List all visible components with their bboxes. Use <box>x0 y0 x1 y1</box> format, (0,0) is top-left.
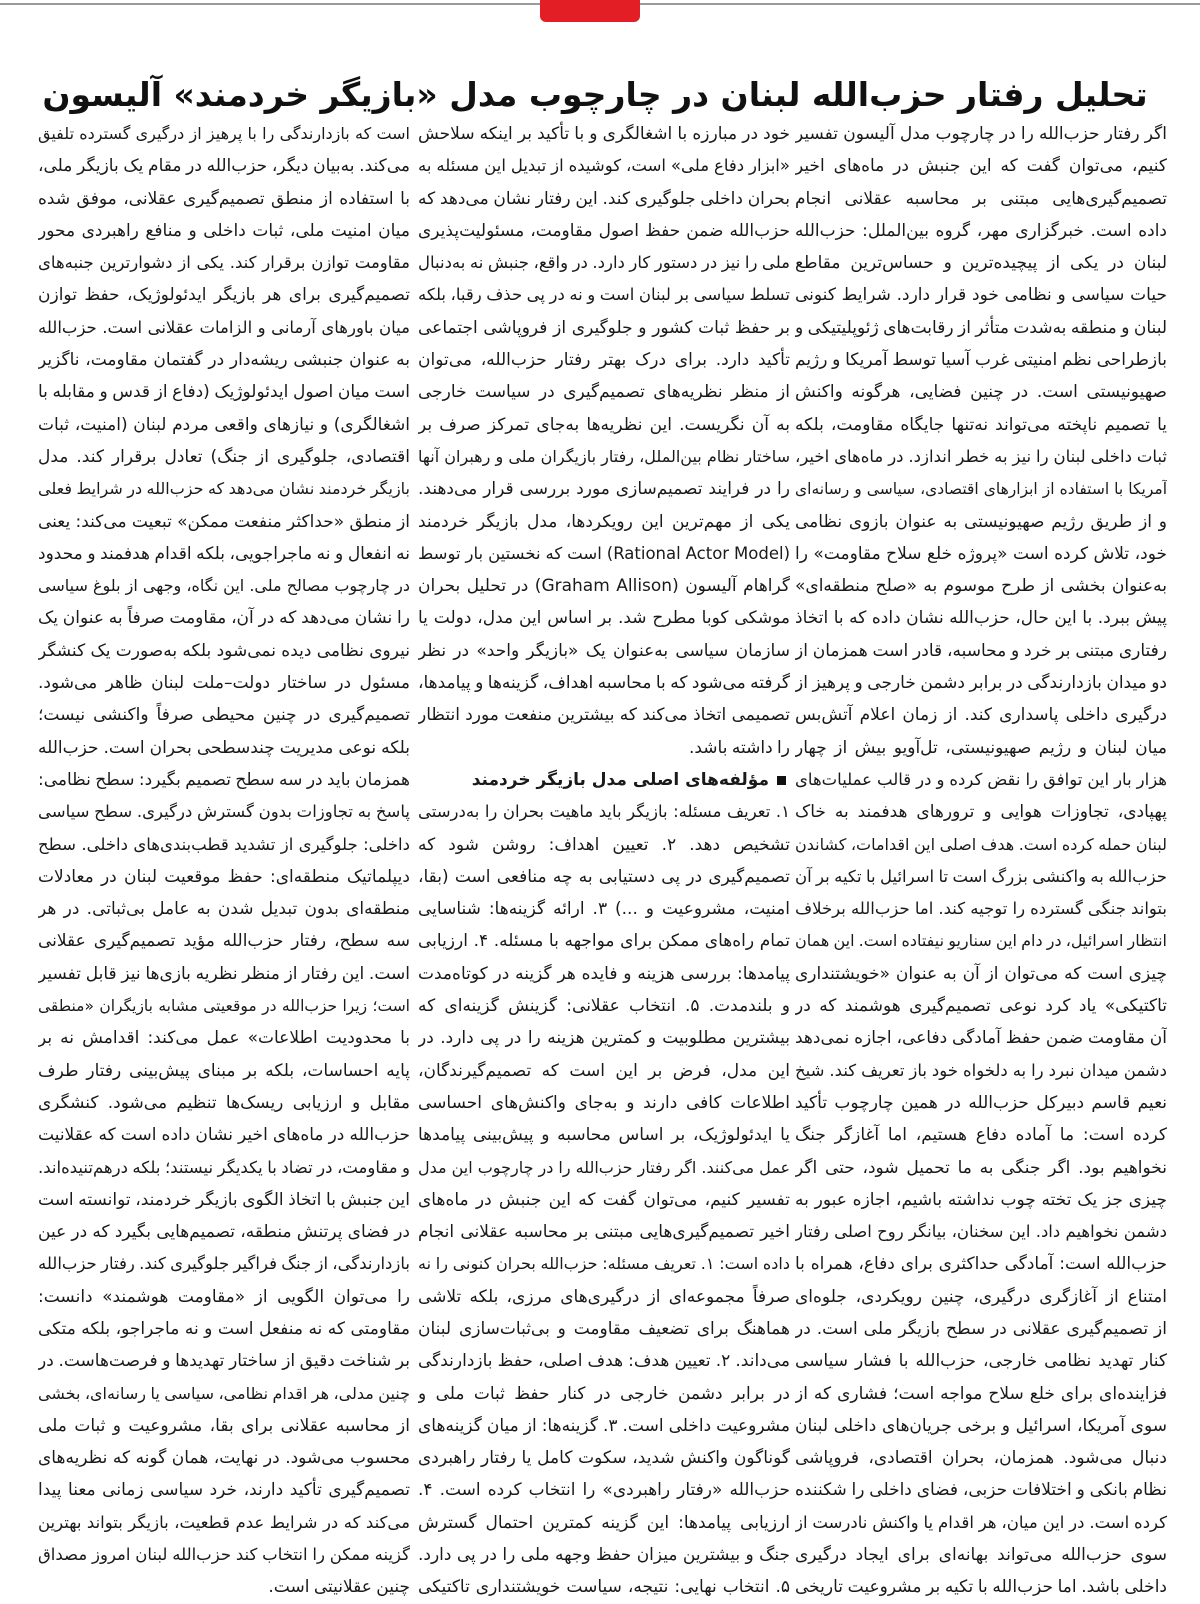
text-line: نخواهیم بود. اگر جنگی به ما تحمیل شود، حتی اگر <box>795 1157 1167 1178</box>
text-line: مشروعیت داخلی است. ۳. گزینه‌ها: از میان گزینه‌های <box>418 1415 790 1436</box>
article-title: تحلیل رفتار حزب‌الله لبنان در چارچوب مدل «بازیگر خردمند» آلیسون <box>42 75 1148 115</box>
text-line: درگیری داخلی پاسداری کند. از زمان اعلام آتش‌بس <box>795 705 1167 726</box>
text-line: گوناگون واکنش شدید، سکوت کامل یا رفتار راهبردی <box>418 1448 790 1469</box>
text-line: ملی را نیز در دستور کار دارد. در واقع، جنبش نه به‌دنبال <box>418 253 790 273</box>
text-line: سوی حزب‌الله می‌تواند بهانه‌ای برای ایجاد درگیری <box>795 1545 1167 1566</box>
text-line: تأکید دارد. برای درک بهتر رفتار حزب‌الله، می‌توان <box>418 350 790 371</box>
text-line: حزب‌الله در ماه‌های اخیر نشان داده است که عقلانیت <box>38 1125 410 1146</box>
text-line: ۵. انتخاب نهایی: نتیجه، سیاست خویشتنداری تاکتیکی <box>418 1577 790 1598</box>
text-line: به عنوان جنبشی ریشه‌دار در گفتمان مقاومت، ناگزیر <box>38 350 410 371</box>
text-line: با استفاده از منطق تصمیم‌گیری عقلانی، موفق شده <box>38 188 410 209</box>
text-line: تصمیم‌گیری‌هایی مبتنی بر محاسبه عقلانی انجام <box>795 188 1167 209</box>
text-line: چیزی جز یک تخته چوب نداشته باشیم، اجازه عبور به <box>795 1189 1167 1210</box>
text-line: کرده است: ما آماده دفاع هستیم، اما آغازگر جنگ <box>795 1125 1167 1146</box>
text-line: داده است. خبرگزاری مهر، گروه بین‌الملل: حزب‌الله <box>795 220 1167 241</box>
text-line: انتظار اسرائیل، در دام این سناریو نیفتاده است. این همان <box>795 931 1167 951</box>
text-line: بازیگر خردمند نشان می‌دهد که حزب‌الله در شرایط فعلی <box>38 479 410 499</box>
text-line: همزمان باید در سه سطح تصمیم بگیرد: سطح نظامی: <box>38 769 410 790</box>
text-line: دو میدان بازدارندگی در برابر دشمن خارجی و پرهیز از <box>795 673 1167 694</box>
text-line: هماهنگ برای تضعیف مقاومت و بی‌ثبات‌سازی لبنان <box>418 1318 790 1339</box>
text-line: در برابر دشمن خارجی در کنار حفظ ثبات ملی و <box>418 1383 790 1404</box>
text-line: امنیت، مشروعیت و ...) ۳. ارائه گزینه‌ها: شناسایی <box>418 899 790 920</box>
text-line: تمام راه‌های ممکن برای مواجهه با مسئله. ۴. ارزیابی <box>418 931 790 952</box>
text-line: می‌داند. ۲. تعیین هدف: هدف اصلی، حفظ بازدارندگی <box>418 1351 790 1372</box>
text-line: و مقاومت، در تضاد با یکدیگر نیستند؛ بلکه درهم‌تنیده‌اند. <box>38 1157 410 1177</box>
text-line: لبنان و منطقه به‌شدت متأثر از رقابت‌های ژئوپلیتیکی و <box>795 317 1167 338</box>
text-line: «ابزار دفاع ملی» است، کوشیده از تبدیل این مسئله به <box>418 156 790 176</box>
text-line: بیشترین مطلوبیت و کمترین هزینه را در پی دارد. در <box>418 1028 790 1049</box>
text-line: از تصمیم‌گیری عقلانی در سطح بازیگر ملی است. در <box>795 1318 1167 1339</box>
text-line: دشمن نخواهیم داد. این سخنان، بیانگر روح اصلی رفتار <box>795 1222 1167 1242</box>
text-line: بتواند جنگی گسترده را توجیه کند. اما حزب‌الله برخلاف <box>795 899 1167 919</box>
text-line: بر حفظ ثبات کشور و جلوگیری از فروپاشی اجتماعی <box>418 317 790 338</box>
text-line: گرفته می‌شود که با محاسبه اهداف، گزینه‌ها و پیامدها، <box>418 673 790 694</box>
text-line: با محدودیت اطلاعات» عمل می‌کند: اقدامش نه بر <box>38 1028 410 1049</box>
text-line: نیروی نظامی دیده نمی‌شود بلکه به‌صورت یک کنشگر <box>38 640 410 661</box>
text-line: نعیم قاسم دبیرکل حزب‌الله در همین چارچوب تأکید <box>795 1092 1167 1113</box>
text-line: پاسخ به تجاوزات بدون گسترش درگیری. سطح سیاسی <box>38 802 410 822</box>
text-line: بحران داخلی جلوگیری کند. این رفتار نشان می‌دهد که <box>418 188 790 209</box>
text-line: تصمیم‌گیری تأکید دارند، خرد سیاسی زمانی معنا پیدا <box>38 1480 410 1501</box>
text-line: حزب‌الله است: آمادگی حداکثری برای دفاع، همراه با <box>795 1254 1167 1275</box>
text-line: مقابل و ارزیابی ریسک‌ها تنظیم می‌شود. کنشگری <box>38 1092 410 1113</box>
text-line: مقاومت توازن برقرار کند. یکی از دشوارترین جنبه‌های <box>38 253 410 273</box>
text-line: محسوب می‌شود. در نهایت، همان گونه که نظریه‌های <box>38 1448 410 1469</box>
text-line: پهپادی، تجاوزات هوایی و ترورهای هدفمند به خاک <box>795 802 1167 823</box>
text-line: در چارچوب مصالح ملی. این نگاه، وجهی از بلوغ سیاسی <box>38 576 410 596</box>
column-right <box>795 118 1167 1604</box>
text-line: و بلندمدت. ۵. انتخاب عقلانی: گزینش گزینه‌ای که <box>418 996 790 1017</box>
text-line: چنین مدلی، هر اقدام نظامی، سیاسی یا رسانه‌ای، بخشی <box>38 1383 410 1403</box>
section-subheading <box>418 764 790 796</box>
text-line: گزینه ممکن را انتخاب کند حزب‌الله لبنان امروز مصداق <box>38 1545 410 1565</box>
text-line: رفتاری مبتنی بر خرد و محاسبه، قادر است همزمان از <box>795 640 1167 661</box>
text-line: کرده است. در این میان، هر اقدام یا واکنش نادرست از <box>795 1512 1167 1532</box>
text-line: ارزیابی پیامدها: این گزینه کمترین احتمال گسترش <box>418 1512 790 1533</box>
text-line: پایه احساسات، بلکه بر مبنای پیش‌بینی رفتار طرف <box>38 1060 410 1081</box>
text-line: دنبال می‌شود. همزمان، بحران اقتصادی، فروپاشی <box>795 1448 1167 1469</box>
text-line: کنار تهدید نظامی خارجی، حزب‌الله با فشار سیاسی <box>795 1351 1167 1372</box>
text-line: تاکتیکی» یاد کرد نوعی تصمیم‌گیری هوشمند که در <box>795 996 1167 1017</box>
text-line: را داشته باشد. <box>688 737 790 758</box>
text-line: را در فرایند تصمیم‌سازی مورد بررسی قرار می‌دهند. <box>418 479 790 500</box>
text-line: امتناع از آغازگری درگیری، چنین رویکردی، جلوه‌ای <box>795 1286 1167 1307</box>
text-line: تسلط سیاسی بر لبنان است و نه در پی حذف رقبا، بلکه <box>418 285 790 305</box>
text-line: این مدل، فرض بر این است که تصمیم‌گیرندگان، <box>418 1060 790 1081</box>
text-line: تفسیر کنیم، می‌توان گفت که این جنبش در ماه‌های <box>418 1189 790 1210</box>
text-line: چیزی است که می‌توان از آن به عنوان «خویشتنداری <box>795 963 1167 984</box>
text-line: یا تصمیم ناپخته می‌تواند نه‌تنها جایگاه مقاومت، بلکه <box>795 414 1167 435</box>
text-line: سوی آمریکا، اسرائیل و برخی جریان‌های داخلی لبنان <box>795 1415 1167 1436</box>
text-line: لبنان حمله کرده است. هدف اصلی این اقدامات، کشاندن <box>795 834 1167 854</box>
text-line: ۱. تعریف مسئله: بازیگر باید ماهیت بحران را به‌درستی <box>418 802 790 822</box>
text-line: است که بازدارندگی را با پرهیز از درگیری گسترده تلفیق <box>38 124 410 143</box>
text-line: پیامدها: بررسی هزینه و فایده هر گزینه در کوتاه‌مدت <box>418 963 790 984</box>
text-line: خود، تلاش کرده است «پروژه خلع سلاح مقاومت» را <box>795 543 1167 564</box>
text-line: موشکی کوبا مطرح شد. بر اساس این مدل، دولت یا <box>418 608 790 629</box>
text-line: صرفاً مجموعه‌ای از درگیری‌های مرزی، بلکه تلاشی <box>418 1286 790 1307</box>
square-bullet-icon <box>777 776 786 785</box>
text-line: را نشان می‌دهد که در آن، مقاومت صرفاً به عنوان یک <box>38 608 410 629</box>
text-line: از منطق «حداکثر منفعت ممکن» تبعیت می‌کند: یعنی <box>38 511 410 532</box>
text-line: نه انفعال و نه ماجراجویی، بلکه اقدام هدفمند و محدود <box>38 543 410 564</box>
text-line: آن مقاومت ضمن حفظ آمادگی دفاعی، اجازه نمی‌دهد <box>795 1028 1167 1049</box>
text-line: از محاسبه عقلانی برای بقا، مشروعیت و ثبات ملی <box>38 1415 410 1436</box>
text-line: در فضای پرتنش منطقه، تصمیم‌هایی بگیرد که در عین <box>38 1222 410 1243</box>
text-line: حزب‌الله ضمن حفظ اصول مقاومت، مسئولیت‌پذیری <box>418 220 790 241</box>
text-line: این جنبش با اتخاذ الگوی بازیگر خردمند، توانسته است <box>38 1189 410 1210</box>
text-line: داخلی باشد. اما حزب‌الله با تکیه بر مشروعیت تاریخی <box>795 1577 1167 1598</box>
text-line: آمریکا با استفاده از ابزارهای اقتصادی، سیاسی و رسانه‌ای <box>795 480 1167 499</box>
text-line: به آن نگریست. این نظریه‌ها به‌جای تمرکز صرف بر <box>418 414 790 435</box>
text-line: است میان اصول ایدئولوژیک (دفاع از قدس و مقابله با <box>38 382 410 403</box>
text-line: یا ایدئولوژیک، بر اساس محاسبه و پیش‌بینی پیامدها <box>418 1125 790 1146</box>
text-line: می‌کند. به‌بیان دیگر، حزب‌الله در مقام یک بازیگر ملی، <box>38 156 410 177</box>
text-line: پیش ببرد. با این حال، حزب‌الله نشان داده که با اتخاذ <box>795 608 1167 629</box>
text-line: است. این رفتار از منظر نظریه بازی‌ها نیز قابل تفسیر <box>38 963 410 984</box>
text-line: به‌عنوان بخشی از طرح موسوم به «صلح منطقه‌ای» <box>795 576 1167 597</box>
text-line: تصمیم‌گیری در پی دستیابی به چه منافعی است (بقا، <box>418 866 790 887</box>
text-line: سازمان سیاسی به‌عنوان یک «بازیگر واحد» در نظر <box>418 640 790 661</box>
text-line: فزاینده‌ای برای خلع سلاح مواجه است؛ فشاری که از <box>795 1383 1167 1404</box>
column-left <box>38 118 410 1604</box>
text-line: اگر رفتار حزب‌الله را در چارچوب مدل آلیسون تفسیر <box>795 124 1167 144</box>
text-line: هزار بار این توافق را نقض کرده و در قالب عملیات‌های <box>795 769 1167 789</box>
text-line: از منظر نظریه‌های تصمیم‌گیری در سیاست خارجی <box>418 382 790 403</box>
text-line: اشغالگری) و نیازهای واقعی مردم لبنان (امنیت، ثبات <box>38 414 410 435</box>
text-line: بلکه نوعی مدیریت چندسطحی بحران است. حزب‌الله <box>38 737 410 758</box>
text-line: کنیم، می‌توان گفت که این جنبش در ماه‌های اخیر <box>795 156 1167 177</box>
text-line: حزب‌الله «رفتار راهبردی» را انتخاب کرده است. ۴. <box>418 1480 790 1501</box>
text-line: و از طریق رژیم صهیونیستی به عنوان بازوی نظامی <box>795 511 1167 532</box>
text-line: می‌کند که در شرایط عدم قطعیت، بازیگر بتواند بهترین <box>38 1512 410 1532</box>
text-line: اطلاعات کافی دارند و به‌جای واکنش‌های احساسی <box>418 1092 790 1113</box>
text-line: بازطراحی نظم امنیتی غرب آسیا توسط آمریکا و رژیم <box>795 350 1167 371</box>
text-line: منطقه‌ای بدون تبدیل شدن به عامل بی‌ثباتی. در هر <box>38 899 410 920</box>
text-line: حزب‌الله به واکنشی بزرگ است تا اسرائیل با تکیه بر آن <box>795 866 1167 886</box>
subheading-text: مؤلفه‌های اصلی مدل بازیگر خردمند <box>471 769 769 790</box>
text-line: مسئول در ساختار دولت–ملت لبنان ظاهر می‌شود. <box>38 673 410 694</box>
text-line: است؛ زیرا حزب‌الله در موقعیتی مشابه بازیگران «منطقی <box>38 997 410 1016</box>
text-line: گراهام آلیسون (Graham Allison) در تحلیل بحران <box>418 576 790 597</box>
text-line: میان باورهای آرمانی و الزامات عقلانی است. حزب‌الله <box>38 317 410 337</box>
column-middle <box>418 118 790 1604</box>
text-line: چنین عقلانیتی است. <box>268 1577 410 1598</box>
text-line: بر شناخت دقیق از ساختار تهدیدها و فرصت‌هاست. در <box>38 1351 410 1372</box>
text-line: بازدارندگی، از جنگ فراگیر جلوگیری کند. رفتار حزب‌الله <box>38 1254 410 1274</box>
text-line: اقتصادی، جلوگیری از جنگ) تعادل برقرار کند. مدل <box>38 446 410 467</box>
text-line: حیات سیاسی و نظامی خود قرار دارد. شرایط کنونی <box>795 285 1167 306</box>
text-line: عمل می‌کنند. اگر رفتار حزب‌الله را در چارچوب این مدل <box>418 1157 790 1177</box>
text-line: نظام بانکی و اختلافات حزبی، فضای داخلی را شکننده <box>795 1480 1167 1501</box>
text-line: تشخیص دهد. ۲. تعیین اهداف: روشن شود که <box>418 834 790 855</box>
text-line: دشمن میدان نبرد را به دلخواه خود باز تعریف کند. شیخ <box>795 1060 1167 1080</box>
text-line: خود در مبارزه با اشغالگری و با تأکید بر اینکه سلاحش <box>418 124 790 144</box>
text-line: تصمیمی اتخاذ می‌کند که بیشترین منفعت مورد انتظار <box>418 705 790 726</box>
text-line: صهیونیستی است. در چنین فضایی، هرگونه واکنش <box>795 382 1167 403</box>
text-line: یکی از مهم‌ترین این رویکردها، مدل بازیگر خردمند <box>418 511 790 532</box>
text-line: (Rational Actor Model) است که نخستین بار توسط <box>418 543 790 563</box>
text-line: لبنان در یکی از پیچیده‌ترین و حساس‌ترین مقاطع <box>795 253 1167 274</box>
text-line: اخیر تصمیم‌گیری‌هایی مبتنی بر محاسبه عقلانی انجام <box>418 1222 790 1243</box>
text-line: دیپلماتیک منطقه‌ای: حفظ موقعیت لبنان در معادلات <box>38 866 410 887</box>
text-line: جنگ و بیشترین میزان حفظ وجهه ملی را در پی دارد. <box>418 1545 790 1566</box>
section-marker <box>540 0 640 22</box>
text-line: ثبات داخلی لبنان را نیز به خطر اندازد. در ماه‌های اخیر، <box>795 446 1167 466</box>
text-line: ساختار نظام بین‌الملل، رفتار بازیگران ملی و رهبران آنها <box>418 446 790 466</box>
text-line: میان لبنان و رژیم صهیونیستی، تل‌آویو بیش از چهار <box>795 737 1167 758</box>
text-line: سه سطح، رفتار حزب‌الله مؤید تصمیم‌گیری عقلانی <box>38 931 410 952</box>
text-line: مقاومتی که نه منفعل است و نه ماجراجو، بلکه متکی <box>38 1318 410 1339</box>
text-line: تصمیم‌گیری در چنین محیطی صرفاً واکنشی نیست؛ <box>38 705 410 726</box>
text-line: میان امنیت ملی، ثبات داخلی و منافع راهبردی محور <box>38 220 410 241</box>
text-line: را می‌توان الگویی از «مقاومت هوشمند» دانست: <box>38 1286 410 1307</box>
text-line: داده است: ۱. تعریف مسئله: حزب‌الله بحران کنونی را نه <box>418 1254 790 1274</box>
text-line: تصمیم‌گیری برای هر بازیگر ایدئولوژیک، حفظ توازن <box>38 285 410 306</box>
text-line: داخلی: جلوگیری از تشدید قطب‌بندی‌های داخلی. سطح <box>38 834 410 854</box>
